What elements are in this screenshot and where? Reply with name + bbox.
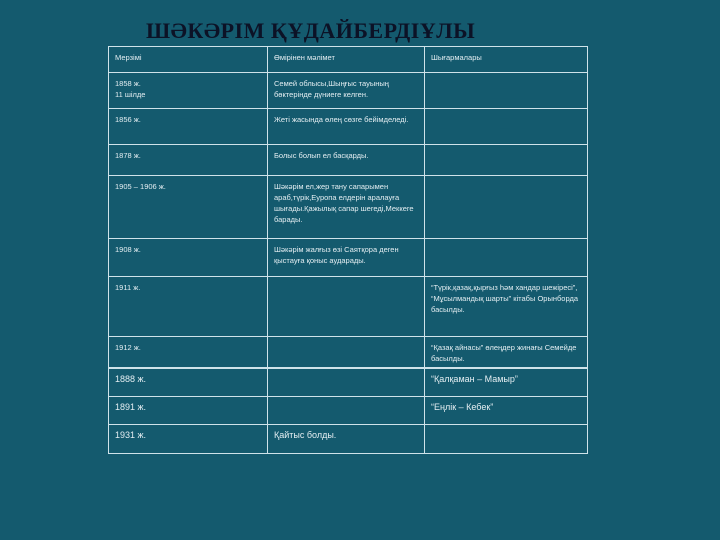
works-cell [425,145,588,176]
date-cell [109,73,268,109]
header-life-info: Өмірінен мәлімет [268,47,425,73]
works-cell: “Қазақ айнасы” өлеңдер жинағы Семейде басылды. [425,337,588,369]
table-row [109,145,588,176]
works-cell [425,73,588,109]
date-cell: 1878 ж. [109,145,268,176]
info-cell: Шәкәрім ел,жер тану сапарымен араб,түрік,Еуропа елдерін аралауға шығады.Қажылық сапар шегеді,Меккеге барады. [268,176,425,239]
date-cell: 1891 ж. [109,396,268,424]
header-works: Шығармалары [425,47,588,73]
info-cell [268,396,425,424]
info-cell [268,368,425,396]
info-cell: Болыс болып ел басқарды. [268,145,425,176]
info-cell [268,277,425,337]
date-cell: 1911 ж. [109,277,268,337]
date-cell: 1888 ж. [109,368,268,396]
table-row [109,368,588,396]
date-cell: 1905 – 1906 ж. [109,176,268,239]
works-cell [425,239,588,277]
works-cell [425,109,588,145]
date-text: 1858 ж. 11 шілде [115,79,146,99]
date-cell: 1856 ж. [109,109,268,145]
table-row [109,396,588,424]
date-cell: 1931 ж. [109,424,268,453]
table-header-row [109,47,588,73]
works-cell [425,424,588,453]
table-row [109,337,588,369]
header-date: Мерзімі [109,47,268,73]
works-cell: “Еңлік – Кебек” [425,396,588,424]
info-cell [268,337,425,369]
info-cell: Жеті жасында өлең сөзге бейімделеді. [268,109,425,145]
date-cell: 1908 ж. [109,239,268,277]
date-cell: 1912 ж. [109,337,268,369]
works-cell [425,176,588,239]
page-title: ШӘКӘРІМ ҚҰДАЙБЕРДІҰЛЫ [146,18,476,43]
table-row [109,277,588,337]
table-row [109,239,588,277]
info-cell: Шәкәрім жалғыз өзі Саятқора деген қыстауға қоныс аударады. [268,239,425,277]
works-cell: “Түрік,қазақ,қырғыз һәм хандар шежіресі”, “Мұсылмандық шарты” кітабы Орынборда басылды. [425,277,588,337]
table-row [109,73,588,109]
works-cell: “Қалқаман – Мамыр” [425,368,588,396]
table-row [109,424,588,453]
biography-table [108,46,588,454]
info-cell: Семей облысы,Шыңғыс тауының бөктерінде дүниеге келген. [268,73,425,109]
table-row [109,109,588,145]
table-row [109,176,588,239]
info-cell: Қайтыс болды. [268,424,425,453]
